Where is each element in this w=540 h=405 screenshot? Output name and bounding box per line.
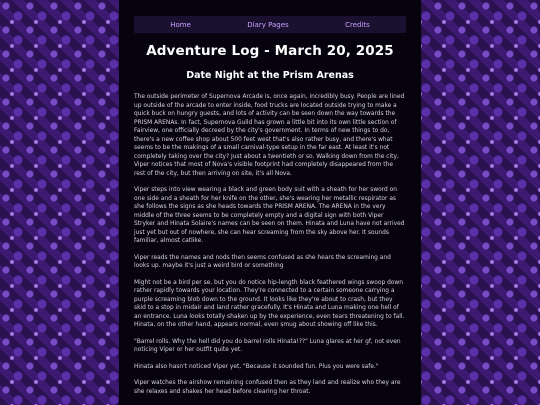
entry-paragraph: Viper steps into view wearing a black and green body suit with a sheath for her sword on one side and a sheath for her knife on the other, she's wearing her metallic respirator as she follows the signs as she heads towards the PRISM ARENA. The ARENA in the very middle of the three seems to be completely empty and a digital sign with both Viper Stryker and Hinata Solaire's names can be seen on them. Hinata and Luna have not arrived just yet but out of nowhere, she can hear screaming from the sky above her. It sounds familiar, almost catlike. — [134, 187, 405, 244]
nav-home-link[interactable]: Home — [170, 20, 191, 29]
entry-title: Date Night at the Prism Arenas — [186, 70, 354, 81]
entry-paragraph: "Barrel rolls. Why the hell did you do barrel rolls Hinata!??" Luna glares at her gf, not even noticing Viper or her outfit quite yet. — [134, 338, 401, 353]
entry-paragraph: The outside perimeter of Supernova Arcade is, once again, incredibly busy. People are lined up outside of the arcade to enter inside, food trucks are located outside trying to make a quick buck on hungry guests, and lots of activity can be seen down the way towards the PRISM ARENAs. In fact, Supernova Guild has grown a little bit into its own little section of Fairview, one officially decreed by the city's government. In terms of new things to do, there's a new coffee shop about 500 feet west that's also rather busy, and there's what seems to be the makings of a small carnival-type setup in the far east. At least it's not completely taking over the city? Just about a twentieth or so. Walking down from the city, Viper notices that most of Nova's visible footprint had completely disappeared from the rest of the city, but then arriving on site, it's all Nova. — [134, 94, 405, 177]
top-nav — [134, 16, 406, 33]
entry-content — [119, 93, 421, 396]
page-container — [119, 0, 421, 405]
entry-paragraph: Hinata also hasn't noticed Viper yet, "Because it sounded fun. Plus you were safe." — [134, 363, 379, 370]
entry-paragraph: Viper watches the airshow remaining confused then as they land and realize who they are she relaxes and shakes her head before clearing her throat. — [134, 380, 401, 395]
nav-credits-link[interactable]: Credits — [345, 20, 370, 29]
nav-diary-pages-link[interactable]: Diary Pages — [247, 20, 289, 29]
entry-paragraph: Viper reads the names and nods then seems confused as she hears the screaming and looks up. maybe it's just a weird bird or something — [134, 254, 391, 269]
entry-paragraph: Might not be a bird per se, but you do notice hip-length black feathered wings swoop down rather rapidly towards your location. They're connected to a certain someone carrying a purple screaming blob down to the ground. It looks like they're about to crash, but they skid to a stop in midair and land rather gracefully. It's Hinata and Luna making one hell of an entrance. Luna looks totally shaken up by the experience, even tears threatening to fall. Hinata, on the other hand, appears normal, even smug about showing off like this. — [134, 279, 405, 328]
page-title: Adventure Log - March 20, 2025 — [146, 43, 394, 59]
